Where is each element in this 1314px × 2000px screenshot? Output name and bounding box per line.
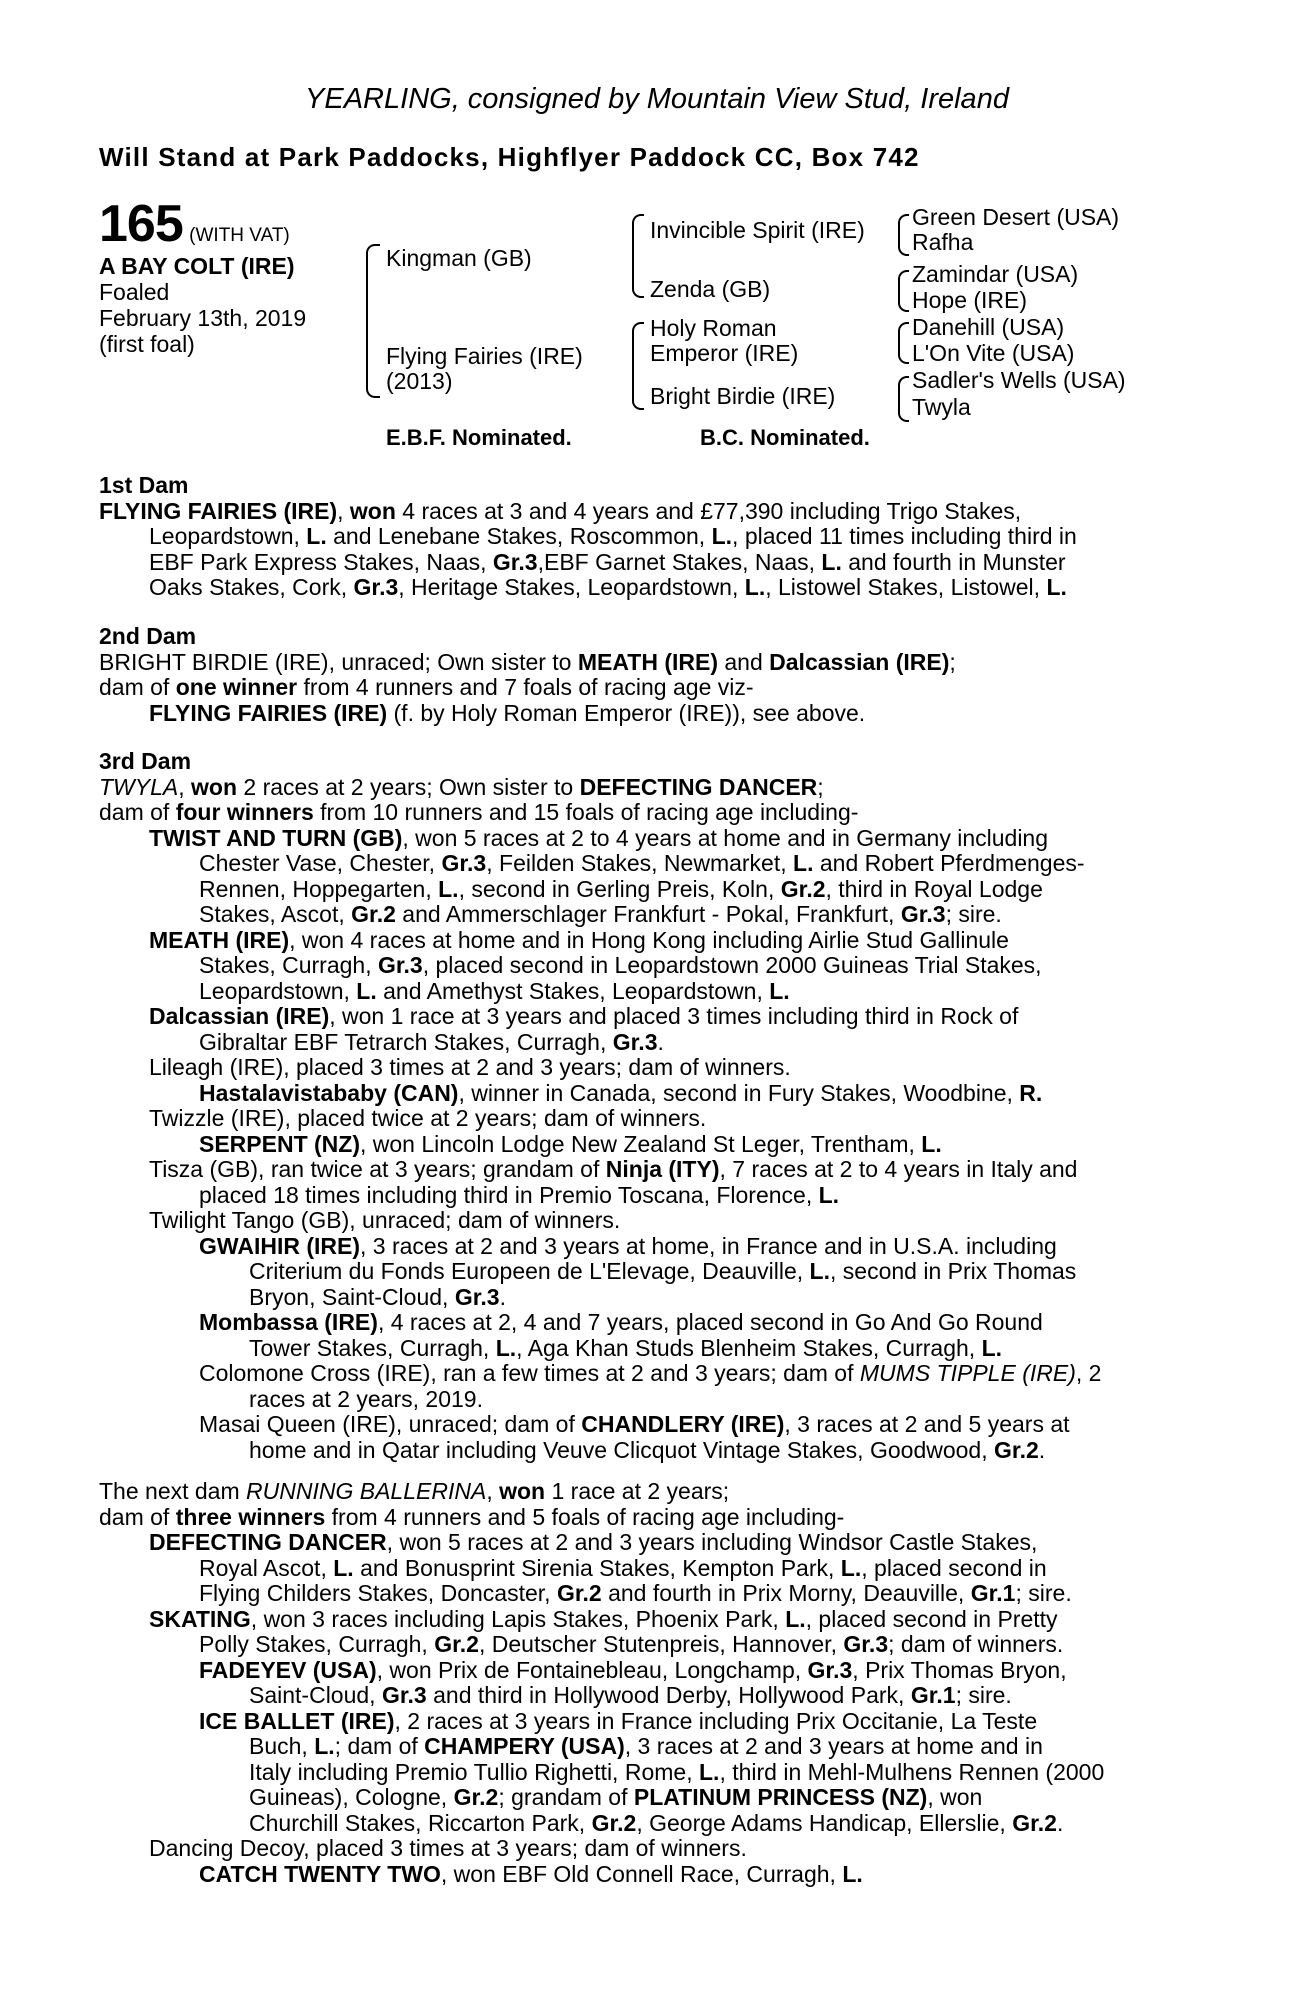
bold-text: L.: [333, 1554, 354, 1581]
text-segment: , 2 races at 3 years in France including Prix Occitanie, La Teste: [394, 1707, 1038, 1734]
text-segment: , 7 races at 2 to 4 years in Italy and: [719, 1156, 1078, 1182]
text-segment: and: [718, 648, 770, 675]
text-segment: Colomone Cross (IRE), ran a few times at 2 and 3 years; dam of: [199, 1360, 860, 1386]
text-segment: , won EBF Old Connell Race, Curragh,: [440, 1860, 843, 1887]
bold-text: L.: [1046, 574, 1067, 600]
bold-text: Ninja (ITY): [605, 1156, 720, 1182]
text-segment: ,: [486, 1478, 500, 1504]
bold-text: SERPENT (NZ): [199, 1130, 360, 1157]
bold-text: Gr.1: [970, 1580, 1016, 1606]
text-line: [99, 1438, 1199, 1464]
bracket-dd: [898, 376, 909, 422]
bracket-sire-side: [632, 214, 644, 298]
bold-text: Gr.2: [1012, 1809, 1057, 1836]
text-line: [99, 1683, 1199, 1709]
lot-number: 165: [99, 195, 183, 253]
pedigree-sire: Kingman (GB): [386, 245, 532, 271]
text-segment: , placed 11 times including third in: [732, 523, 1077, 549]
bold-text: R.: [1019, 1079, 1043, 1106]
text-segment: Leopardstown,: [149, 523, 307, 549]
text-line: [99, 1081, 1199, 1107]
text-segment: and Bonusprint Sirenia Stakes, Kempton Park,: [353, 1554, 841, 1581]
bracket-dam-side: [632, 322, 644, 410]
pedigree-sds: Zamindar (USA): [912, 261, 1079, 287]
text-line: [99, 775, 1199, 801]
text-line: [99, 1208, 1199, 1234]
text-segment: .: [499, 1283, 506, 1310]
bold-text: FADEYEV (USA): [199, 1656, 377, 1683]
bold-text: Gr.3: [612, 1028, 658, 1055]
text-segment: Saint-Cloud,: [249, 1682, 382, 1708]
next-dam-section: [99, 1479, 1199, 1887]
lot-info: [99, 195, 307, 357]
text-line: [99, 1862, 1199, 1888]
text-segment: Gibraltar EBF Tetrarch Stakes, Curragh,: [199, 1028, 613, 1055]
pedigree-ddd: Twyla: [912, 394, 971, 420]
pedigree-dd: Bright Birdie (IRE): [650, 383, 836, 409]
text-segment: The next dam: [99, 1478, 247, 1504]
bold-text: Gr.3: [441, 850, 487, 876]
bc-nominated: B.C. Nominated.: [700, 425, 870, 450]
bold-text: SKATING: [149, 1605, 251, 1632]
text-segment: .: [1056, 1809, 1064, 1836]
bold-text: won: [349, 497, 396, 524]
text-segment: , placed second in Pretty: [805, 1605, 1058, 1632]
bold-text: DEFECTING DANCER: [149, 1529, 387, 1555]
text-line: [99, 1505, 1199, 1531]
text-segment: Masai Queen (IRE), unraced; dam of: [199, 1411, 582, 1437]
text-line: [99, 1479, 1199, 1505]
bold-text: Gr.3: [843, 1631, 889, 1657]
bold-text: L.: [785, 1605, 806, 1632]
text-line: [99, 877, 1199, 903]
pedigree-dam-line2: (2013): [386, 368, 453, 394]
bold-text: Gr.3: [807, 1656, 853, 1683]
bold-text: L.: [356, 977, 377, 1004]
bold-text: Gr.1: [910, 1682, 956, 1708]
text-line: [99, 928, 1199, 954]
text-segment: , won: [927, 1784, 983, 1810]
bold-text: Dalcassian (IRE): [149, 1003, 330, 1029]
text-line: [99, 979, 1199, 1005]
text-segment: Dancing Decoy, placed 3 times at 3 years; dam of winners.: [149, 1835, 747, 1861]
text-segment: from 10 runners and 15 foals of racing age including-: [313, 799, 859, 825]
text-segment: (f. by Holy Roman Emperor (IRE)), see above.: [387, 699, 866, 726]
text-segment: , 3 races at 2 and 3 years at home and in: [624, 1733, 1043, 1759]
text-line: [99, 1285, 1199, 1311]
text-line: [99, 1530, 1199, 1556]
text-segment: .: [657, 1028, 664, 1055]
bracket-sd: [898, 270, 909, 312]
third-dam-heading: 3rd Dam: [99, 748, 192, 774]
text-segment: , third in Mehl-Mulhens Rennen (2000: [719, 1758, 1105, 1785]
stand-location: Will Stand at Park Paddocks, Highflyer Paddock CC, Box 742: [99, 142, 920, 172]
bold-text: four winners: [175, 799, 314, 825]
text-line: [99, 953, 1199, 979]
text-line: [99, 650, 1199, 676]
text-line: [99, 1811, 1199, 1837]
text-segment: and Ammerschlager Frankfurt - Pokal, Frankfurt,: [395, 901, 901, 927]
bold-text: FLYING FAIRIES (IRE): [149, 699, 388, 726]
text-segment: dam of: [99, 674, 176, 700]
text-segment: Twizzle (IRE), placed twice at 2 years; dam of winners.: [149, 1105, 707, 1131]
lot-title: A BAY COLT (IRE): [99, 253, 295, 279]
pedigree-dds: Sadler's Wells (USA): [912, 367, 1126, 393]
text-segment: ,: [337, 497, 350, 524]
text-segment: , placed second in: [861, 1554, 1047, 1581]
third-dam-section: [99, 749, 1199, 1463]
pedigree-ss: Invincible Spirit (IRE): [650, 217, 865, 243]
text-segment: ; dam of: [334, 1733, 425, 1759]
text-segment: ; dam of winners.: [888, 1631, 1064, 1657]
text-line: [99, 1336, 1199, 1362]
bold-text: DEFECTING DANCER: [579, 773, 818, 800]
bracket-gen1: [366, 244, 380, 398]
text-segment: , placed second in Leopardstown 2000 Guineas Trial Stakes,: [422, 952, 1042, 978]
bold-text: TWIST AND TURN (GB): [149, 824, 403, 851]
foaled-date: February 13th, 2019: [99, 305, 307, 331]
foal-note: (first foal): [99, 331, 195, 357]
text-segment: Leopardstown,: [199, 977, 357, 1004]
bold-text: L.: [711, 523, 733, 549]
bold-text: L.: [809, 1258, 830, 1284]
text-segment: from 4 runners and 7 foals of racing age viz-: [297, 674, 754, 700]
second-dam-heading: 2nd Dam: [99, 623, 197, 649]
text-line: [99, 1632, 1199, 1658]
text-segment: Lileagh (IRE), placed 3 times at 2 and 3 years; dam of winners.: [149, 1054, 791, 1080]
text-segment: Twilight Tango (GB), unraced; dam of winners.: [149, 1207, 621, 1233]
bold-text: Gr.3: [492, 548, 538, 575]
text-segment: Guineas), Cologne,: [249, 1784, 454, 1810]
text-line: [99, 1055, 1199, 1081]
bold-text: MEATH (IRE): [577, 648, 718, 675]
text-line: [99, 851, 1199, 877]
bold-text: Gr.3: [377, 952, 423, 978]
text-segment: ,: [178, 773, 192, 800]
bold-text: L.: [793, 850, 814, 876]
text-segment: and third in Hollywood Derby, Hollywood Park,: [426, 1682, 911, 1708]
text-segment: and fourth in Munster: [841, 548, 1066, 575]
text-line: [99, 675, 1199, 701]
text-segment: Italy including Premio Tullio Righetti, Rome,: [249, 1758, 699, 1785]
bold-text: Gr.2: [434, 1631, 479, 1657]
bold-text: Gr.3: [454, 1283, 500, 1310]
text-segment: EBF Park Express Stakes, Naas,: [149, 548, 493, 575]
text-segment: Chester Vase, Chester,: [199, 850, 442, 876]
text-segment: ,EBF Garnet Stakes, Naas,: [537, 548, 822, 575]
text-segment: , Aga Khan Studs Blenheim Stakes, Curragh,: [516, 1334, 982, 1361]
text-line: [99, 1581, 1199, 1607]
text-segment: Rennen, Hoppegarten,: [199, 875, 439, 902]
bold-text: PLATINUM PRINCESS (NZ): [633, 1784, 928, 1810]
text-segment: , won Lincoln Lodge New Zealand St Leger, Trentham,: [360, 1130, 922, 1157]
text-segment: home and in Qatar including Veuve Clicquot Vintage Stakes, Goodwood,: [249, 1436, 994, 1463]
bold-text: one winner: [175, 674, 298, 700]
foaled-label: Foaled: [99, 279, 170, 305]
text-line: [99, 1132, 1199, 1158]
bold-text: L.: [306, 523, 327, 549]
text-line: [99, 1259, 1199, 1285]
text-segment: and Amethyst Stakes, Leopardstown,: [376, 977, 770, 1004]
first-dam-lines: [99, 499, 1199, 601]
text-line: [99, 902, 1199, 928]
text-segment: ;: [817, 773, 824, 800]
bold-text: L.: [981, 1334, 1003, 1361]
bold-text: L.: [840, 1554, 862, 1581]
second-dam-lines: [99, 650, 1199, 727]
text-segment: , 3 races at 2 and 5 years at: [784, 1411, 1070, 1437]
text-line: [99, 550, 1199, 576]
text-segment: .: [1038, 1436, 1046, 1463]
text-line: [99, 1709, 1199, 1735]
text-segment: dam of: [99, 1503, 176, 1530]
text-segment: ; grandam of: [498, 1784, 634, 1810]
italic-text: RUNNING BALLERINA: [246, 1478, 487, 1504]
text-line: [99, 1734, 1199, 1760]
text-line: [99, 1157, 1199, 1183]
text-segment: , won 1 race at 3 years and placed 3 times including third in Rock of: [329, 1003, 1019, 1029]
text-line: [99, 1004, 1199, 1030]
italic-text: MUMS TIPPLE (IRE): [859, 1360, 1076, 1386]
text-line: [99, 1310, 1199, 1336]
text-line: [99, 1556, 1199, 1582]
bold-text: Hastalavistababy (CAN): [199, 1079, 459, 1106]
bold-text: won: [191, 773, 238, 800]
bold-text: L.: [842, 1860, 863, 1887]
bold-text: Gr.3: [381, 1682, 427, 1708]
ebf-nominated: E.B.F. Nominated.: [386, 425, 572, 450]
consignment-line: YEARLING, consigned by Mountain View Stud, Ireland: [305, 83, 1009, 115]
text-segment: races at 2 years, 2019.: [249, 1385, 483, 1412]
italic-text: TWYLA: [99, 773, 179, 800]
text-segment: , 3 races at 2 and 3 years at home, in France and in U.S.A. including: [360, 1232, 1057, 1259]
bold-text: L.: [744, 574, 766, 600]
text-segment: Tower Stakes, Curragh,: [249, 1334, 496, 1361]
pedigree-ds-line1: Holy Roman: [650, 315, 777, 341]
bold-text: MEATH (IRE): [149, 926, 290, 953]
text-segment: , won 5 races at 2 and 3 years including Windsor Castle Stakes,: [386, 1529, 1038, 1555]
pedigree-sdd: Hope (IRE): [912, 287, 1028, 313]
text-segment: Criterium du Fonds Europeen de L'Elevage, Deauville,: [249, 1258, 810, 1284]
text-segment: 2 races at 2 years; Own sister to: [237, 773, 580, 800]
text-line: [99, 800, 1199, 826]
bold-text: L.: [698, 1758, 720, 1785]
text-segment: and Robert Pferdmenges-: [813, 850, 1085, 876]
text-segment: Flying Childers Stakes, Doncaster,: [199, 1580, 557, 1606]
bold-text: Gr.2: [780, 875, 826, 902]
text-line: [99, 1234, 1199, 1260]
text-segment: 1 race at 2 years;: [545, 1478, 730, 1504]
bold-text: won: [499, 1478, 546, 1504]
bold-text: three winners: [175, 1503, 326, 1530]
bracket-ss: [898, 214, 909, 256]
text-line: [99, 1607, 1199, 1633]
text-line: [99, 1361, 1199, 1387]
text-segment: Oaks Stakes, Cork,: [149, 574, 354, 600]
bold-text: FLYING FAIRIES (IRE): [99, 497, 338, 524]
text-segment: placed 18 times including third in Premio Toscana, Florence,: [199, 1181, 819, 1208]
pedigree-ssd: Rafha: [912, 229, 974, 255]
next-dam-lines: [99, 1479, 1199, 1887]
text-segment: , George Adams Handicap, Ellerslie,: [636, 1809, 1013, 1836]
first-dam-section: [99, 473, 1199, 601]
pedigree-sd: Zenda (GB): [650, 276, 771, 302]
bold-text: CHANDLERY (IRE): [581, 1411, 785, 1437]
bold-text: L.: [818, 1181, 840, 1208]
text-line: [99, 1658, 1199, 1684]
text-segment: Stakes, Ascot,: [199, 901, 352, 927]
pedigree-sss: Green Desert (USA): [912, 204, 1120, 230]
text-segment: , Listowel Stakes, Listowel,: [765, 574, 1047, 600]
text-segment: , won 4 races at home and in Hong Kong including Airlie Stud Gallinule: [289, 926, 1009, 953]
bold-text: L.: [314, 1733, 335, 1759]
bold-text: L.: [769, 977, 790, 1004]
pedigree-dam-line1: Flying Fairies (IRE): [386, 343, 583, 369]
text-line: [99, 1760, 1199, 1786]
text-segment: 4 races at 3 and 4 years and £77,390 including Trigo Stakes,: [395, 497, 1022, 524]
text-line: [99, 826, 1199, 852]
text-line: [99, 1183, 1199, 1209]
bold-text: Gr.3: [353, 574, 399, 600]
bold-text: Gr.2: [591, 1809, 637, 1836]
bold-text: CATCH TWENTY TWO: [199, 1860, 441, 1887]
text-segment: , 4 races at 2, 4 and 7 years, placed second in Go And Go Round: [377, 1309, 1043, 1335]
text-line: [99, 701, 1199, 727]
text-segment: and Lenebane Stakes, Roscommon,: [326, 523, 712, 549]
text-segment: , won 3 races including Lapis Stakes, Phoenix Park,: [250, 1605, 786, 1632]
bold-text: Mombassa (IRE): [199, 1309, 378, 1335]
text-segment: Buch,: [249, 1733, 315, 1759]
pedigree-dss: Danehill (USA): [912, 314, 1065, 340]
bold-text: ICE BALLET (IRE): [199, 1707, 395, 1734]
text-line: [99, 1106, 1199, 1132]
text-segment: Churchill Stakes, Riccarton Park,: [249, 1809, 592, 1836]
bold-text: Gr.2: [556, 1580, 602, 1606]
bold-text: Gr.2: [994, 1436, 1039, 1463]
bold-text: Gr.2: [453, 1784, 499, 1810]
text-segment: BRIGHT BIRDIE (IRE), unraced; Own sister to: [99, 648, 578, 675]
text-segment: , Feilden Stakes, Newmarket,: [486, 850, 794, 876]
text-segment: , Prix Thomas Bryon,: [852, 1656, 1067, 1683]
text-segment: , Deutscher Stutenpreis, Hannover,: [478, 1631, 844, 1657]
bold-text: CHAMPERY (USA): [424, 1733, 625, 1759]
text-line: [99, 1387, 1199, 1413]
text-segment: , third in Royal Lodge: [825, 875, 1043, 902]
text-segment: dam of: [99, 799, 176, 825]
text-segment: and fourth in Prix Morny, Deauville,: [601, 1580, 971, 1606]
text-segment: ; sire.: [945, 901, 1002, 927]
text-segment: Royal Ascot,: [199, 1554, 334, 1581]
text-segment: , winner in Canada, second in Fury Stakes, Woodbine,: [458, 1079, 1020, 1106]
text-segment: Bryon, Saint-Cloud,: [249, 1283, 455, 1310]
text-segment: , won 5 races at 2 to 4 years at home and in Germany including: [402, 824, 1049, 851]
text-segment: ; sire.: [955, 1682, 1012, 1708]
text-line: [99, 575, 1199, 601]
bold-text: L.: [921, 1130, 942, 1157]
text-line: [99, 1030, 1199, 1056]
bold-text: L.: [438, 875, 459, 902]
text-segment: , won Prix de Fontainebleau, Longchamp,: [376, 1656, 808, 1683]
bold-text: L.: [821, 548, 842, 575]
first-dam-heading: 1st Dam: [99, 472, 189, 498]
text-line: [99, 524, 1199, 550]
text-segment: Stakes, Curragh,: [199, 952, 378, 978]
bold-text: Dalcassian (IRE): [769, 648, 950, 675]
bold-text: L.: [495, 1334, 517, 1361]
third-dam-lines: [99, 775, 1199, 1464]
text-segment: , Heritage Stakes, Leopardstown,: [398, 574, 745, 600]
text-line: [99, 499, 1199, 525]
pedigree-ds-line2: Emperor (IRE): [650, 340, 799, 366]
text-line: [99, 1785, 1199, 1811]
text-line: [99, 1836, 1199, 1862]
text-segment: ; sire.: [1015, 1580, 1072, 1606]
text-segment: ;: [949, 648, 956, 675]
text-segment: , 2: [1075, 1360, 1102, 1386]
second-dam-section: [99, 624, 1199, 726]
text-segment: Tisza (GB), ran twice at 3 years; grandam of: [149, 1156, 606, 1182]
text-segment: , second in Gerling Preis, Koln,: [458, 875, 781, 902]
bold-text: Gr.3: [900, 901, 946, 927]
text-segment: from 4 runners and 5 foals of racing age including-: [325, 1503, 845, 1530]
pedigree-dsd: L'On Vite (USA): [912, 340, 1075, 366]
text-segment: Polly Stakes, Curragh,: [199, 1631, 435, 1657]
bold-text: Gr.2: [351, 901, 396, 927]
bracket-ds: [898, 322, 909, 364]
vat-note: (WITH VAT): [189, 225, 290, 246]
bold-text: GWAIHIR (IRE): [199, 1232, 360, 1259]
text-segment: , second in Prix Thomas: [830, 1258, 1077, 1284]
text-line: [99, 1412, 1199, 1438]
